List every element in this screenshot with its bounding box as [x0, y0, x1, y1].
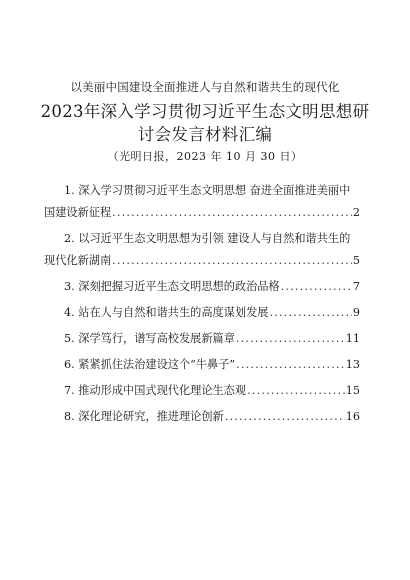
- toc-item-number: 5.: [64, 332, 75, 345]
- toc-page-number: 11: [345, 332, 360, 345]
- toc-item-6[interactable]: [44, 356, 360, 378]
- document-subtitle: 以美丽中国建设全面推进人与自然和谐共生的现代化: [70, 80, 340, 94]
- toc-item-title: 推动形成中国式现代化理论生态观: [78, 384, 247, 397]
- toc-leader-dots: [236, 332, 345, 345]
- toc-page-number: 5: [352, 254, 360, 267]
- toc-item-number: 6.: [64, 358, 75, 371]
- toc-item-title-cont: 现代化新湖南: [44, 254, 112, 267]
- toc-item-title: 深学笃行，谱写高校发展新篇章: [78, 332, 235, 345]
- document-title-line-2: 讨会发言材料汇编: [137, 125, 273, 144]
- toc-leader-dots: [225, 410, 345, 423]
- toc-item-1[interactable]: [44, 182, 360, 226]
- toc-page-number: 9: [352, 306, 360, 319]
- toc-item-title-cont: 国建设新征程: [44, 206, 112, 219]
- toc-page-number: 15: [345, 384, 360, 397]
- toc-item-title: 以习近平生态文明思想为引领 建设人与自然和谐共生的: [78, 232, 351, 245]
- toc-page-number: 7: [352, 280, 360, 293]
- toc-item-number: 4.: [64, 306, 75, 319]
- toc-item-number: 7.: [64, 384, 75, 397]
- toc-item-number: 1.: [64, 184, 75, 197]
- toc-item-7[interactable]: [44, 382, 360, 404]
- document-title-line-1: 2023年深入学习贯彻习近平生态文明思想研: [40, 102, 370, 121]
- toc-leader-dots: [281, 280, 352, 293]
- toc-page-number: 16: [345, 410, 360, 423]
- toc-item-title: 深入学习贯彻习近平生态文明思想 奋进全面推进美丽中: [78, 184, 351, 197]
- toc-item-3[interactable]: [44, 278, 360, 300]
- toc-leader-dots: [112, 254, 352, 267]
- toc-item-title: 深化理论研究，推进理论创新: [78, 410, 224, 423]
- toc-item-2[interactable]: [44, 230, 360, 274]
- toc-item-number: 3.: [64, 280, 75, 293]
- document-source: （光明日报，2023 年 10 月 30 日）: [107, 150, 303, 163]
- toc-leader-dots: [269, 306, 351, 319]
- toc-item-5[interactable]: [44, 330, 360, 352]
- toc-item-title: 深刻把握习近平生态文明思想的政治品格: [78, 280, 280, 293]
- toc-leader-dots: [236, 358, 345, 371]
- toc-item-number: 8.: [64, 410, 75, 423]
- toc-leader-dots: [247, 384, 345, 397]
- toc-item-title: 站在人与自然和谐共生的高度谋划发展: [78, 306, 269, 319]
- toc-page-number: 13: [345, 358, 360, 371]
- toc-item-4[interactable]: [44, 304, 360, 326]
- toc-item-number: 2.: [64, 232, 75, 245]
- toc-page-number: 2: [352, 206, 360, 219]
- toc-item-8[interactable]: [44, 408, 360, 430]
- table-of-contents: [44, 182, 360, 434]
- toc-item-title: 紧紧抓住法治建设这个“牛鼻子”: [78, 358, 236, 371]
- toc-leader-dots: [112, 206, 352, 219]
